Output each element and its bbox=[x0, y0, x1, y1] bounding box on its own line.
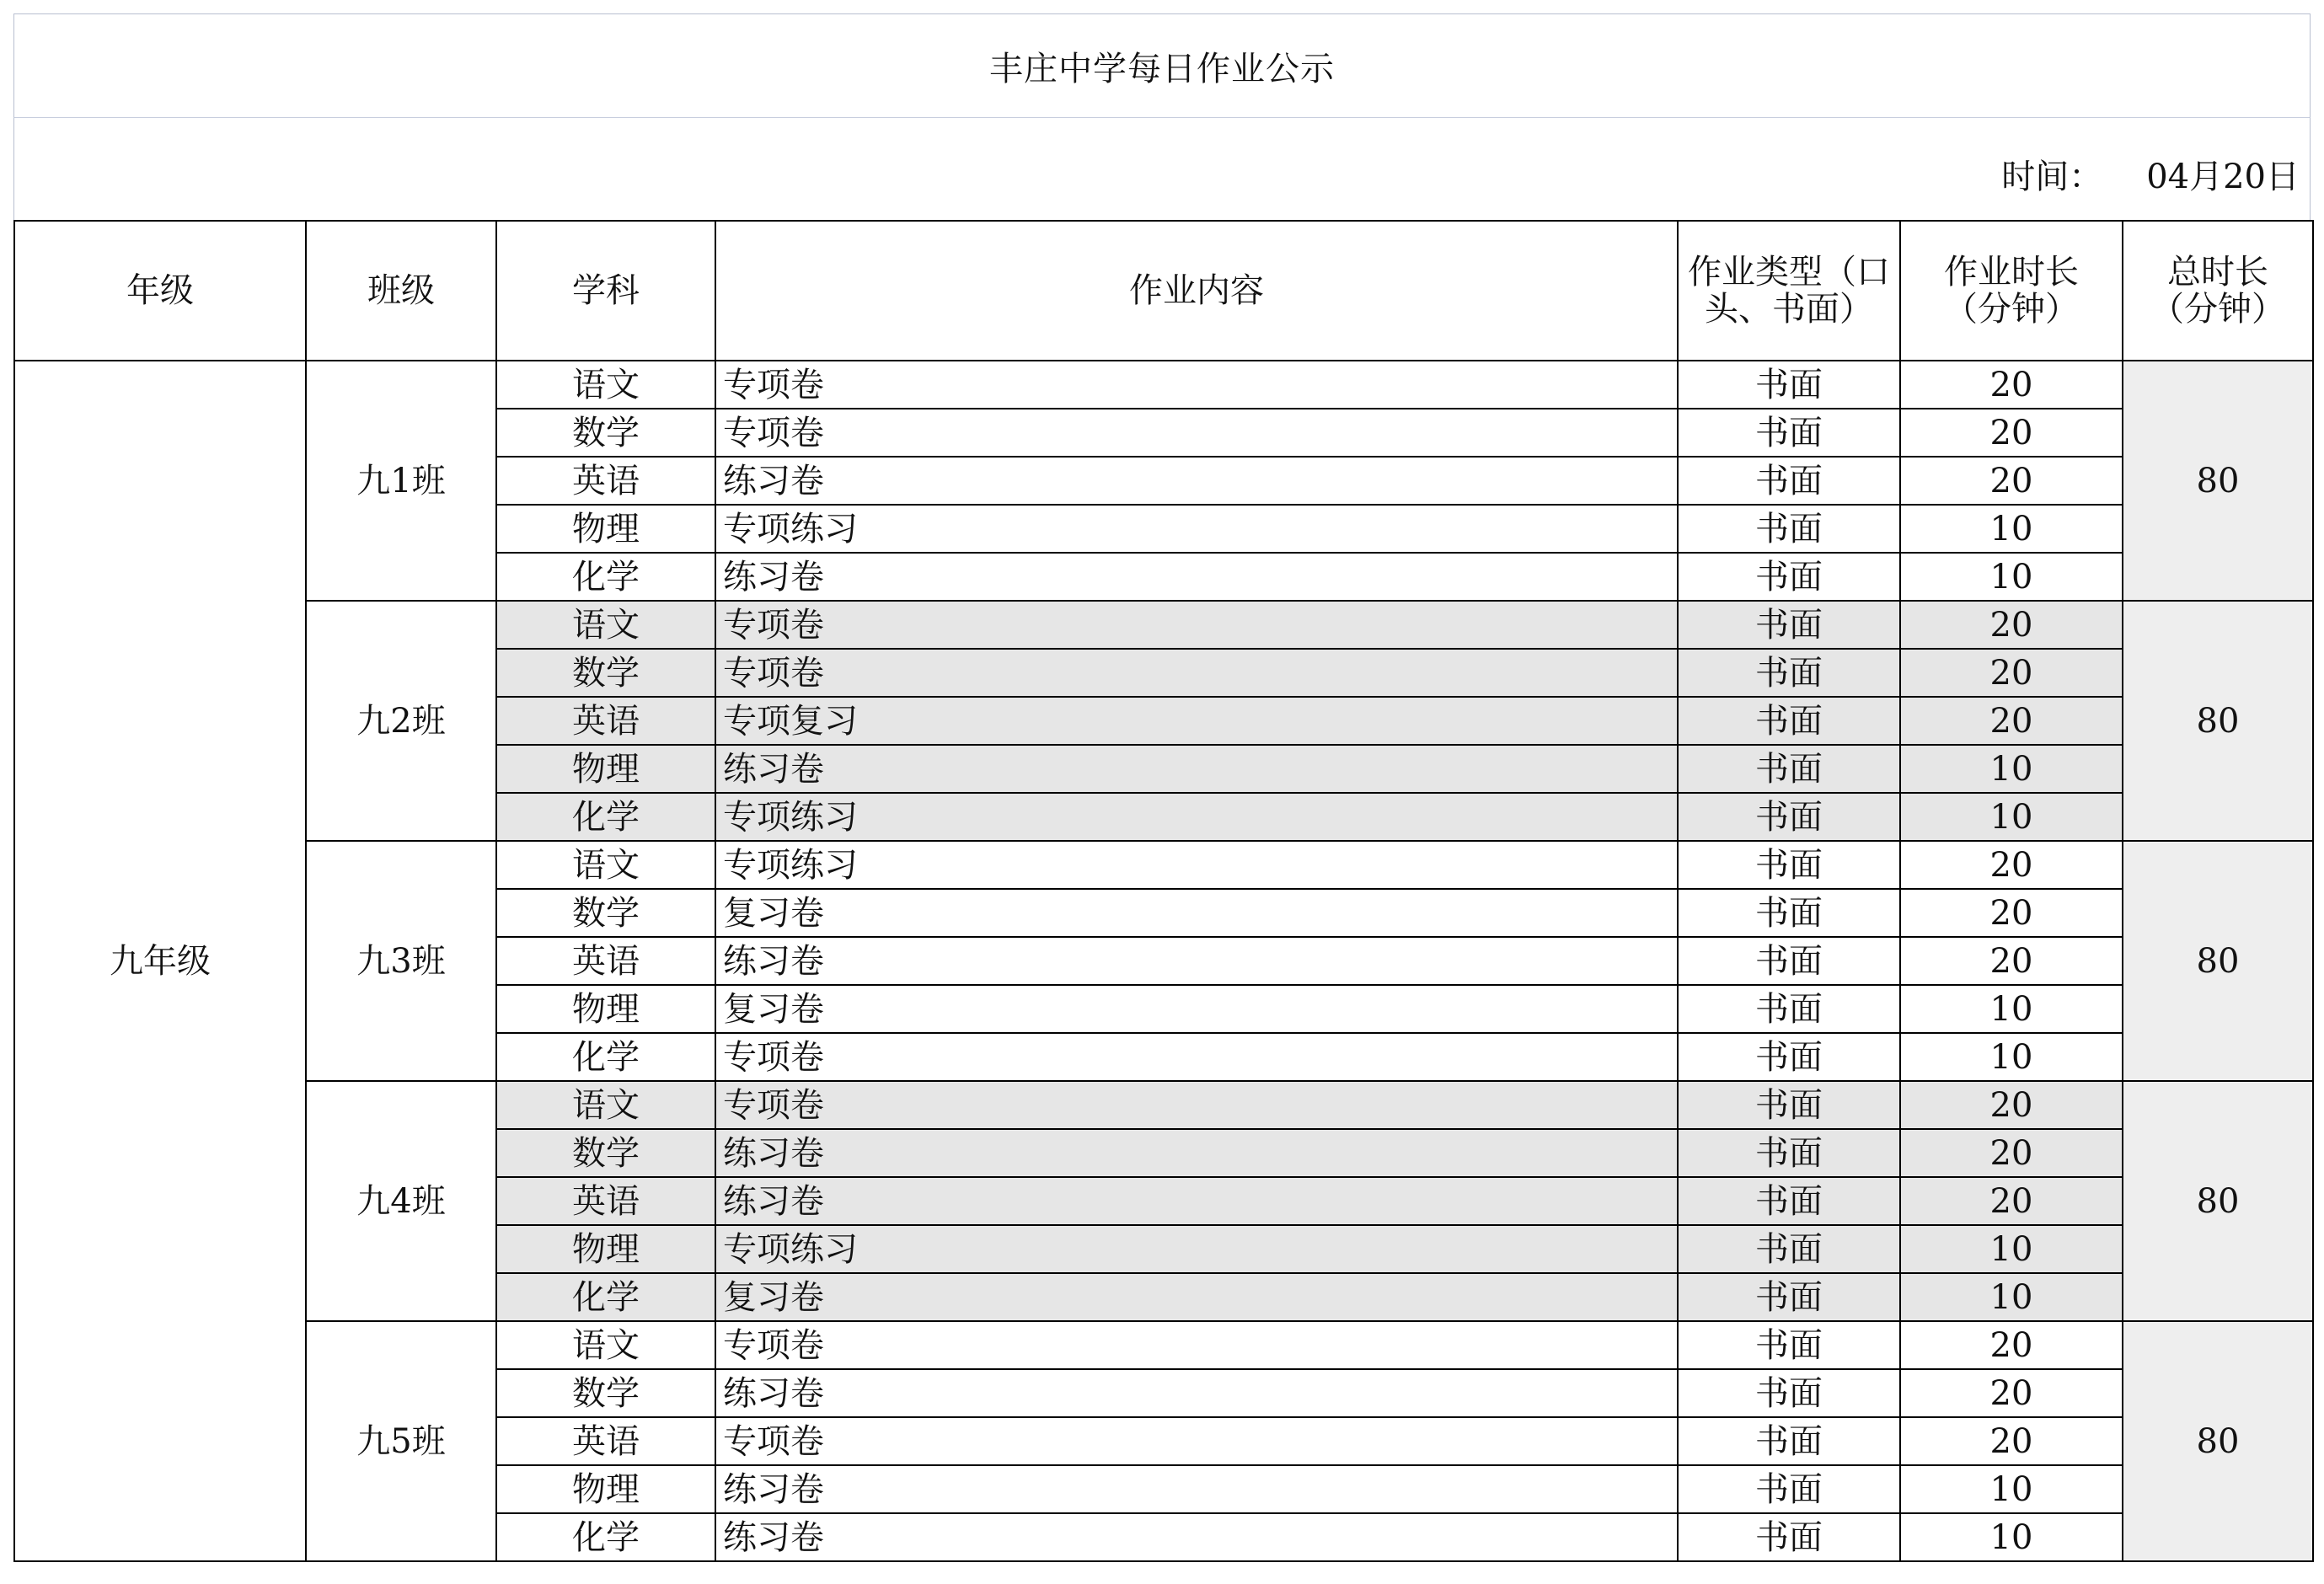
type-cell[interactable]: 书面 bbox=[1678, 1273, 1900, 1321]
class-cell[interactable]: 九5班 bbox=[306, 1321, 496, 1561]
subject-cell[interactable]: 化学 bbox=[496, 553, 715, 601]
subject-cell[interactable]: 数学 bbox=[496, 409, 715, 457]
content-cell[interactable]: 练习卷 bbox=[715, 745, 1678, 793]
grade-cell[interactable]: 九年级 bbox=[14, 361, 306, 1561]
subject-cell[interactable]: 数学 bbox=[496, 889, 715, 937]
subject-cell[interactable]: 化学 bbox=[496, 1033, 715, 1081]
type-cell[interactable]: 书面 bbox=[1678, 1225, 1900, 1273]
duration-cell[interactable]: 20 bbox=[1900, 1177, 2123, 1225]
content-cell[interactable]: 练习卷 bbox=[715, 937, 1678, 985]
content-cell[interactable]: 专项卷 bbox=[715, 361, 1678, 409]
duration-cell[interactable]: 20 bbox=[1900, 1321, 2123, 1369]
type-cell[interactable]: 书面 bbox=[1678, 889, 1900, 937]
subject-cell[interactable]: 英语 bbox=[496, 937, 715, 985]
date-value: 04月20日 bbox=[2146, 158, 2300, 196]
table-row bbox=[14, 1081, 2313, 1129]
type-cell[interactable]: 书面 bbox=[1678, 553, 1900, 601]
duration-cell[interactable]: 10 bbox=[1900, 1273, 2123, 1321]
type-cell[interactable]: 书面 bbox=[1678, 601, 1900, 649]
header-duration[interactable]: 作业时长（分钟） bbox=[1900, 221, 2123, 361]
subject-cell[interactable]: 英语 bbox=[496, 1177, 715, 1225]
duration-cell[interactable]: 20 bbox=[1900, 361, 2123, 409]
date-cell[interactable] bbox=[13, 117, 2311, 220]
content-cell[interactable]: 练习卷 bbox=[715, 457, 1678, 505]
type-cell[interactable]: 书面 bbox=[1678, 409, 1900, 457]
content-cell[interactable]: 专项卷 bbox=[715, 649, 1678, 697]
duration-cell[interactable]: 20 bbox=[1900, 649, 2123, 697]
subject-cell[interactable]: 英语 bbox=[496, 457, 715, 505]
duration-cell[interactable]: 10 bbox=[1900, 985, 2123, 1033]
content-cell[interactable]: 专项复习 bbox=[715, 697, 1678, 745]
duration-cell[interactable]: 20 bbox=[1900, 601, 2123, 649]
table-row bbox=[14, 361, 2313, 409]
type-cell[interactable]: 书面 bbox=[1678, 1513, 1900, 1561]
duration-cell[interactable]: 20 bbox=[1900, 697, 2123, 745]
type-cell[interactable]: 书面 bbox=[1678, 1321, 1900, 1369]
type-cell[interactable]: 书面 bbox=[1678, 841, 1900, 889]
duration-cell[interactable]: 10 bbox=[1900, 745, 2123, 793]
subject-cell[interactable]: 物理 bbox=[496, 505, 715, 553]
duration-cell[interactable]: 10 bbox=[1900, 505, 2123, 553]
table-body bbox=[14, 361, 2313, 1561]
subject-cell[interactable]: 数学 bbox=[496, 1369, 715, 1417]
duration-cell[interactable]: 20 bbox=[1900, 457, 2123, 505]
duration-cell[interactable]: 20 bbox=[1900, 1129, 2123, 1177]
content-cell[interactable]: 专项练习 bbox=[715, 1225, 1678, 1273]
type-cell[interactable]: 书面 bbox=[1678, 793, 1900, 841]
type-cell[interactable]: 书面 bbox=[1678, 745, 1900, 793]
type-cell[interactable]: 书面 bbox=[1678, 985, 1900, 1033]
subject-cell[interactable]: 化学 bbox=[496, 1513, 715, 1561]
class-cell[interactable]: 九2班 bbox=[306, 601, 496, 841]
header-grade[interactable]: 年级 bbox=[14, 221, 306, 361]
subject-cell[interactable]: 英语 bbox=[496, 697, 715, 745]
duration-cell[interactable]: 20 bbox=[1900, 409, 2123, 457]
subject-cell[interactable]: 数学 bbox=[496, 649, 715, 697]
content-cell[interactable]: 专项卷 bbox=[715, 409, 1678, 457]
content-cell[interactable]: 专项卷 bbox=[715, 1417, 1678, 1465]
type-cell[interactable]: 书面 bbox=[1678, 1465, 1900, 1513]
type-cell[interactable]: 书面 bbox=[1678, 1081, 1900, 1129]
content-cell[interactable]: 专项卷 bbox=[715, 1321, 1678, 1369]
type-cell[interactable]: 书面 bbox=[1678, 1129, 1900, 1177]
subject-cell[interactable]: 化学 bbox=[496, 1273, 715, 1321]
subject-cell[interactable]: 物理 bbox=[496, 1225, 715, 1273]
total-cell[interactable]: 80 bbox=[2123, 601, 2313, 841]
class-cell[interactable]: 九3班 bbox=[306, 841, 496, 1081]
type-cell[interactable]: 书面 bbox=[1678, 937, 1900, 985]
date-label: 时间： bbox=[2001, 158, 2103, 196]
duration-cell[interactable]: 20 bbox=[1900, 937, 2123, 985]
subject-cell[interactable]: 物理 bbox=[496, 745, 715, 793]
total-cell[interactable]: 80 bbox=[2123, 361, 2313, 601]
duration-cell[interactable]: 20 bbox=[1900, 889, 2123, 937]
subject-cell[interactable]: 物理 bbox=[496, 1465, 715, 1513]
total-cell[interactable]: 80 bbox=[2123, 841, 2313, 1081]
subject-cell[interactable]: 语文 bbox=[496, 841, 715, 889]
subject-cell[interactable]: 语文 bbox=[496, 1321, 715, 1369]
content-cell[interactable]: 练习卷 bbox=[715, 1369, 1678, 1417]
header-row bbox=[14, 221, 2313, 361]
content-cell[interactable]: 专项卷 bbox=[715, 1081, 1678, 1129]
header-content[interactable]: 作业内容 bbox=[715, 221, 1678, 361]
type-cell[interactable]: 书面 bbox=[1678, 361, 1900, 409]
type-cell[interactable]: 书面 bbox=[1678, 457, 1900, 505]
content-cell[interactable]: 专项练习 bbox=[715, 841, 1678, 889]
subject-cell[interactable]: 语文 bbox=[496, 1081, 715, 1129]
content-cell[interactable]: 专项练习 bbox=[715, 505, 1678, 553]
header-type[interactable]: 作业类型（口头、书面） bbox=[1678, 221, 1900, 361]
type-cell[interactable]: 书面 bbox=[1678, 1033, 1900, 1081]
table-row bbox=[14, 841, 2313, 889]
content-cell[interactable]: 专项卷 bbox=[715, 601, 1678, 649]
sheet-title-cell[interactable] bbox=[13, 13, 2311, 117]
duration-cell[interactable]: 10 bbox=[1900, 553, 2123, 601]
total-cell[interactable]: 80 bbox=[2123, 1321, 2313, 1561]
content-cell[interactable]: 复习卷 bbox=[715, 985, 1678, 1033]
class-cell[interactable]: 九4班 bbox=[306, 1081, 496, 1321]
header-subject[interactable]: 学科 bbox=[496, 221, 715, 361]
duration-cell[interactable]: 10 bbox=[1900, 1225, 2123, 1273]
content-cell[interactable]: 专项练习 bbox=[715, 793, 1678, 841]
content-cell[interactable]: 练习卷 bbox=[715, 1129, 1678, 1177]
header-total[interactable]: 总时长（分钟） bbox=[2123, 221, 2313, 361]
duration-cell[interactable]: 10 bbox=[1900, 1033, 2123, 1081]
content-cell[interactable]: 练习卷 bbox=[715, 1177, 1678, 1225]
content-cell[interactable]: 练习卷 bbox=[715, 1513, 1678, 1561]
homework-table bbox=[13, 220, 2314, 1562]
content-cell[interactable]: 练习卷 bbox=[715, 1465, 1678, 1513]
content-cell[interactable]: 复习卷 bbox=[715, 1273, 1678, 1321]
header-class[interactable]: 班级 bbox=[306, 221, 496, 361]
sheet-title: 丰庄中学每日作业公示 bbox=[989, 49, 1335, 88]
content-cell[interactable]: 专项卷 bbox=[715, 1033, 1678, 1081]
subject-cell[interactable]: 语文 bbox=[496, 361, 715, 409]
total-cell[interactable]: 80 bbox=[2123, 1081, 2313, 1321]
duration-cell[interactable]: 20 bbox=[1900, 1417, 2123, 1465]
type-cell[interactable]: 书面 bbox=[1678, 649, 1900, 697]
content-cell[interactable]: 练习卷 bbox=[715, 553, 1678, 601]
duration-cell[interactable]: 20 bbox=[1900, 841, 2123, 889]
type-cell[interactable]: 书面 bbox=[1678, 505, 1900, 553]
duration-cell[interactable]: 20 bbox=[1900, 1369, 2123, 1417]
table-row bbox=[14, 1321, 2313, 1369]
table-row bbox=[14, 601, 2313, 649]
subject-cell[interactable]: 化学 bbox=[496, 793, 715, 841]
type-cell[interactable]: 书面 bbox=[1678, 697, 1900, 745]
type-cell[interactable]: 书面 bbox=[1678, 1417, 1900, 1465]
type-cell[interactable]: 书面 bbox=[1678, 1177, 1900, 1225]
content-cell[interactable]: 复习卷 bbox=[715, 889, 1678, 937]
subject-cell[interactable]: 语文 bbox=[496, 601, 715, 649]
duration-cell[interactable]: 10 bbox=[1900, 793, 2123, 841]
type-cell[interactable]: 书面 bbox=[1678, 1369, 1900, 1417]
duration-cell[interactable]: 10 bbox=[1900, 1465, 2123, 1513]
subject-cell[interactable]: 物理 bbox=[496, 985, 715, 1033]
subject-cell[interactable]: 数学 bbox=[496, 1129, 715, 1177]
duration-cell[interactable]: 10 bbox=[1900, 1513, 2123, 1561]
class-cell[interactable]: 九1班 bbox=[306, 361, 496, 601]
duration-cell[interactable]: 20 bbox=[1900, 1081, 2123, 1129]
homework-sheet bbox=[13, 13, 2311, 1562]
subject-cell[interactable]: 英语 bbox=[496, 1417, 715, 1465]
